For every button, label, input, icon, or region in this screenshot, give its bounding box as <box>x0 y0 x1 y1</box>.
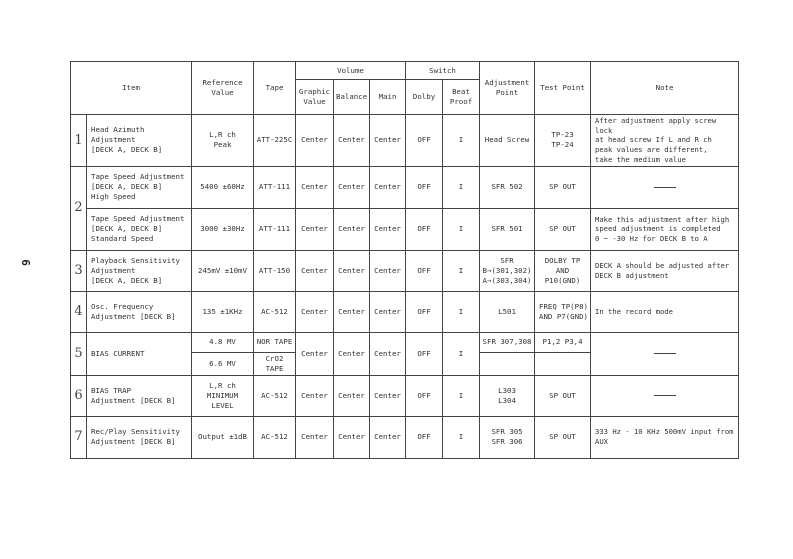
header-tape: Tape <box>254 62 296 115</box>
header-switch: Switch <box>406 62 480 80</box>
header-item: Item <box>71 62 192 115</box>
dolby-cell: OFF <box>406 332 443 375</box>
balance-cell: Center <box>334 115 370 167</box>
item-cell: Playback Sensitivity Adjustment [DECK A, DECK B] <box>87 250 192 291</box>
dolby-cell: OFF <box>406 115 443 167</box>
reference-cell: 5400 ±60Hz <box>192 166 254 208</box>
test-point-cell: SP OUT <box>535 166 591 208</box>
beat-proof-cell: I <box>443 416 480 458</box>
table-row <box>71 332 739 352</box>
tape-cell: ATT-150 <box>254 250 296 291</box>
main-cell: Center <box>370 208 406 250</box>
dolby-cell: OFF <box>406 250 443 291</box>
reference-cell: 245mV ±10mV <box>192 250 254 291</box>
adjustment-point-cell-empty <box>480 352 535 375</box>
row-number: 2 <box>71 166 87 250</box>
header-volume: Volume <box>296 62 406 80</box>
balance-cell: Center <box>334 250 370 291</box>
balance-cell: Center <box>334 375 370 416</box>
adjustment-point-cell: SFR 502 <box>480 166 535 208</box>
empty-note-dash <box>654 395 676 396</box>
table-row <box>71 166 739 208</box>
graphic-cell: Center <box>296 416 334 458</box>
item-cell: BIAS CURRENT <box>87 332 192 375</box>
adjustment-point-cell: SFR 501 <box>480 208 535 250</box>
page-number: 6 <box>18 259 32 266</box>
adjustment-point-cell: SFR B→(301,302) A→(303,304) <box>480 250 535 291</box>
main-cell: Center <box>370 416 406 458</box>
table-row <box>71 208 739 250</box>
table-row <box>71 416 739 458</box>
row-number: 1 <box>71 115 87 167</box>
beat-proof-cell: I <box>443 375 480 416</box>
tape-cell: AC-512 <box>254 375 296 416</box>
test-point-cell: P1,2 P3,4 <box>535 332 591 352</box>
row-number: 3 <box>71 250 87 291</box>
note-cell: In the record mode <box>591 291 739 332</box>
main-cell: Center <box>370 375 406 416</box>
empty-note-dash <box>654 187 676 188</box>
note-cell: Make this adjustment after high speed adjustment is completed 0 ~ -30 Hz for DECK B to A <box>591 208 739 250</box>
test-point-cell-empty <box>535 352 591 375</box>
item-cell: Tape Speed Adjustment [DECK A, DECK B] Standard Speed <box>87 208 192 250</box>
beat-proof-cell: I <box>443 115 480 167</box>
dolby-cell: OFF <box>406 166 443 208</box>
balance-cell: Center <box>334 166 370 208</box>
row-number: 6 <box>71 375 87 416</box>
row-number: 5 <box>71 332 87 375</box>
reference-cell: 6.6 MV <box>192 352 254 375</box>
tape-cell: ATT-111 <box>254 166 296 208</box>
table-row <box>71 115 739 167</box>
beat-proof-cell: I <box>443 208 480 250</box>
test-point-cell: SP OUT <box>535 416 591 458</box>
test-point-cell: FREQ TP(P8) AND P7(GND) <box>535 291 591 332</box>
table-row <box>71 250 739 291</box>
adjustment-point-cell: L501 <box>480 291 535 332</box>
tape-cell: NOR TAPE <box>254 332 296 352</box>
graphic-cell: Center <box>296 166 334 208</box>
item-cell: Tape Speed Adjustment [DECK A, DECK B] High Speed <box>87 166 192 208</box>
main-cell: Center <box>370 291 406 332</box>
balance-cell: Center <box>334 416 370 458</box>
tape-cell: ATT-225C <box>254 115 296 167</box>
adjustment-point-cell: SFR 305 SFR 306 <box>480 416 535 458</box>
balance-cell: Center <box>334 291 370 332</box>
test-point-cell: SP OUT <box>535 208 591 250</box>
dolby-cell: OFF <box>406 291 443 332</box>
reference-cell: 4.8 MV <box>192 332 254 352</box>
header-test-point: Test Point <box>535 62 591 115</box>
beat-proof-cell: I <box>443 332 480 375</box>
main-cell: Center <box>370 250 406 291</box>
header-main: Main <box>370 80 406 115</box>
beat-proof-cell: I <box>443 250 480 291</box>
header-adjustment-point: Adjustment Point <box>480 62 535 115</box>
adjustment-point-cell: L303 L304 <box>480 375 535 416</box>
tape-cell: AC-512 <box>254 291 296 332</box>
note-cell <box>591 375 739 416</box>
reference-cell: 3000 ±30Hz <box>192 208 254 250</box>
graphic-cell: Center <box>296 115 334 167</box>
note-cell: 333 Hz - 10 KHz 500mV input from AUX <box>591 416 739 458</box>
beat-proof-cell: I <box>443 166 480 208</box>
row-number: 7 <box>71 416 87 458</box>
header-dolby: Dolby <box>406 80 443 115</box>
header-graphic: Graphic Value <box>296 80 334 115</box>
balance-cell: Center <box>334 332 370 375</box>
item-cell: Rec/Play Sensitivity Adjustment [DECK B] <box>87 416 192 458</box>
tape-cell: AC-512 <box>254 416 296 458</box>
tape-cell: ATT-111 <box>254 208 296 250</box>
tape-cell: CrO2 TAPE <box>254 352 296 375</box>
item-cell: Osc. Frequency Adjustment [DECK B] <box>87 291 192 332</box>
header-note: Note <box>591 62 739 115</box>
test-point-cell: TP-23 TP-24 <box>535 115 591 167</box>
main-cell: Center <box>370 166 406 208</box>
graphic-cell: Center <box>296 375 334 416</box>
dolby-cell: OFF <box>406 416 443 458</box>
dolby-cell: OFF <box>406 375 443 416</box>
adjustment-table <box>70 61 739 459</box>
note-cell: DECK A should be adjusted after DECK B adjustment <box>591 250 739 291</box>
main-cell: Center <box>370 332 406 375</box>
header-balance: Balance <box>334 80 370 115</box>
graphic-cell: Center <box>296 250 334 291</box>
adjustment-point-cell: Head Screw <box>480 115 535 167</box>
note-cell: After adjustment apply screw lock at head screw If L and R ch peak values are different, take the medium value <box>591 115 739 167</box>
balance-cell: Center <box>334 208 370 250</box>
reference-cell: L,R ch MINIMUM LEVEL <box>192 375 254 416</box>
item-cell: Head Azimuth Adjustment [DECK A, DECK B] <box>87 115 192 167</box>
graphic-cell: Center <box>296 208 334 250</box>
table-row <box>71 375 739 416</box>
main-cell: Center <box>370 115 406 167</box>
adjustment-point-cell: SFR 307,308 <box>480 332 535 352</box>
graphic-cell: Center <box>296 332 334 375</box>
item-cell: BIAS TRAP Adjustment [DECK B] <box>87 375 192 416</box>
beat-proof-cell: I <box>443 291 480 332</box>
empty-note-dash <box>654 353 676 354</box>
graphic-cell: Center <box>296 291 334 332</box>
test-point-cell: DOLBY TP AND P10(GND) <box>535 250 591 291</box>
note-cell <box>591 166 739 208</box>
row-number: 4 <box>71 291 87 332</box>
dolby-cell: OFF <box>406 208 443 250</box>
note-cell <box>591 332 739 375</box>
table-row <box>71 291 739 332</box>
reference-cell: 135 ±1KHz <box>192 291 254 332</box>
test-point-cell: SP OUT <box>535 375 591 416</box>
reference-cell: L,R ch Peak <box>192 115 254 167</box>
header-reference: Reference Value <box>192 62 254 115</box>
header-beat-proof: Beat Proof <box>443 80 480 115</box>
reference-cell: Output ±1dB <box>192 416 254 458</box>
